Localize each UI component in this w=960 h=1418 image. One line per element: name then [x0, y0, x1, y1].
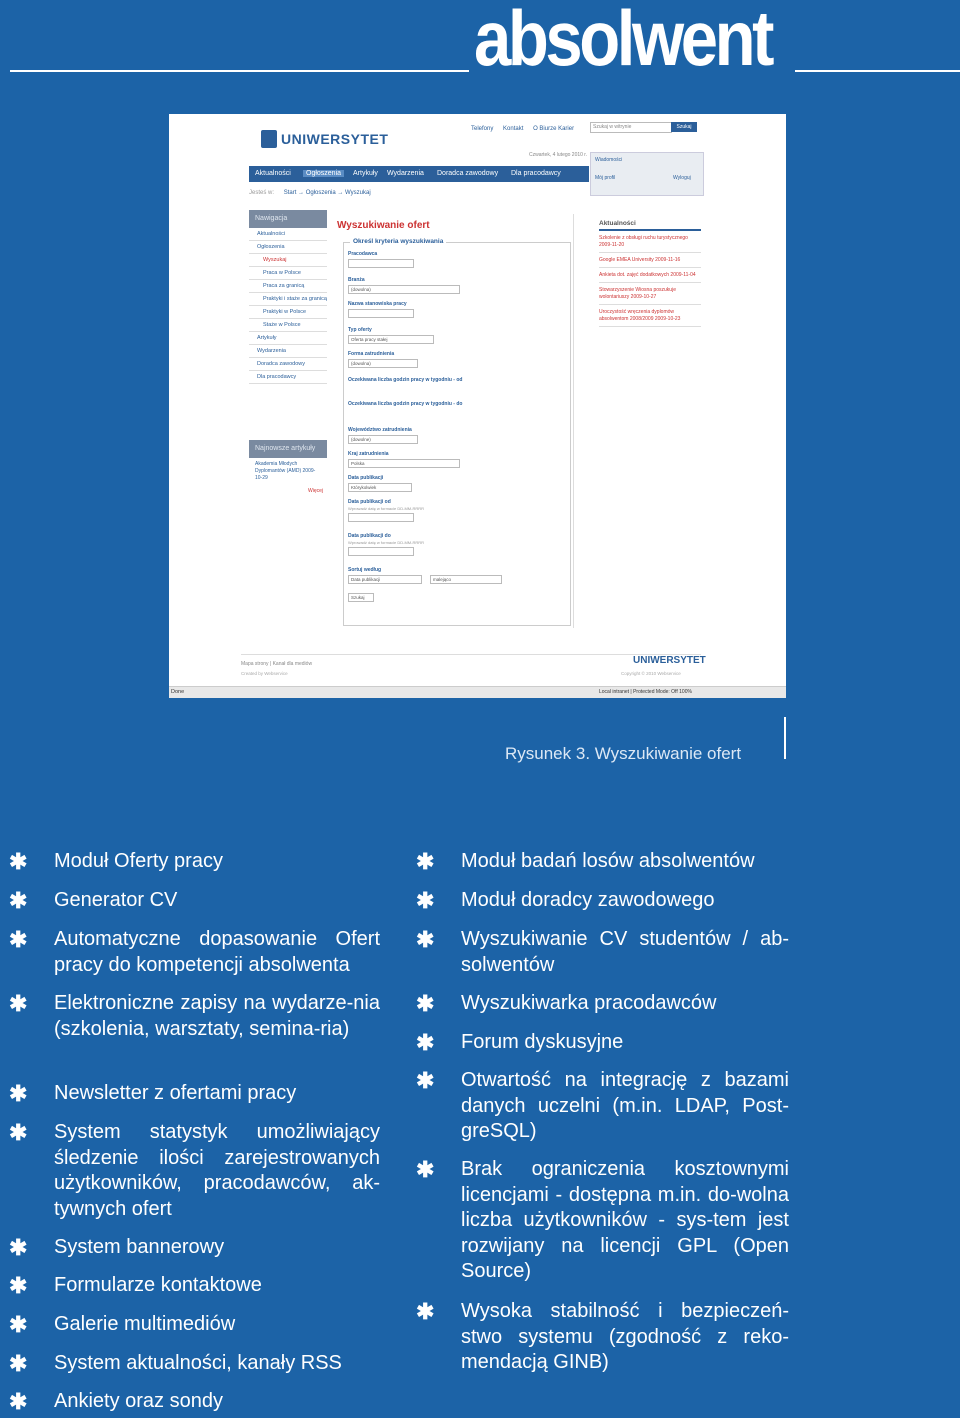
sidebar-item-practice-poland[interactable]: Praktyki w Polsce — [249, 306, 327, 319]
feature-text: Forum dyskusyjne — [461, 1031, 624, 1053]
sidebar-item-search[interactable]: Wyszukaj — [249, 254, 327, 267]
breadcrumb-label: Jesteś w: — [249, 190, 275, 196]
asterisk-icon: ✱ — [416, 927, 435, 952]
latest-articles-title: Najnowsze artykuły — [249, 440, 327, 458]
date-from-input[interactable] — [348, 513, 414, 522]
login-link-messages[interactable]: Wiadomości — [595, 157, 623, 163]
footer-logo: UNIWERSYTET — [633, 655, 706, 666]
asterisk-icon: ✱ — [416, 1030, 435, 1055]
figure-caption: Rysunek 3. Wyszukiwanie ofert — [505, 744, 742, 763]
hours-from-label: Oczekiwana liczba godzin pracy w tygodniu - od — [348, 377, 463, 383]
asterisk-icon: ✱ — [416, 1068, 435, 1093]
asterisk-icon: ✱ — [9, 888, 28, 913]
top-link-phones[interactable]: Telefony — [471, 126, 494, 132]
asterisk-icon: ✱ — [9, 1312, 28, 1337]
university-crest-icon — [261, 130, 277, 148]
voivodeship-select[interactable]: (dowolne) — [348, 435, 418, 444]
country-select[interactable]: Polska — [348, 459, 460, 468]
sidebar-item-advisor[interactable]: Doradca zawodowy — [249, 358, 327, 371]
position-label: Nazwa stanowiska pracy — [348, 301, 407, 307]
header-rule-left — [10, 70, 469, 72]
employer-label: Pracodawca — [348, 251, 378, 257]
news-item[interactable]: Szkolenie z obsługi ruchu turystycznego 2009-11-20 — [599, 235, 701, 253]
sidebar-item-employers[interactable]: Dla pracodawcy — [249, 371, 327, 384]
sort-label: Sortuj według — [348, 567, 382, 573]
offer-type-select[interactable]: Oferta pracy stałej — [348, 335, 434, 344]
sidebar-item-events[interactable]: Wydarzenia — [249, 345, 327, 358]
feature-text: Otwartość na integrację z bazami danych uczelni (m.in. LDAP, Post-greSQL) — [461, 1069, 789, 1143]
voivodeship-label: Województwo zatrudnienia — [348, 427, 412, 433]
site-logo[interactable] — [261, 130, 389, 152]
status-left: Done — [171, 689, 185, 695]
date-from-label: Data publikacji od — [348, 499, 391, 505]
latest-article-item[interactable]: Akademia Młodych Dyplomantów (AMD) 2009-10-29 — [255, 461, 316, 481]
asterisk-icon: ✱ — [9, 927, 28, 952]
date-from-hint: Wprowadź datę w formacie DD-MM-RRRR — [348, 506, 425, 511]
feature-text: System aktualności, kanały RSS — [54, 1352, 342, 1374]
asterisk-icon: ✱ — [416, 849, 435, 874]
brand-title: absolwent — [474, 0, 772, 82]
sort-order-select[interactable]: malejąco — [430, 575, 502, 584]
asterisk-icon: ✱ — [416, 1157, 435, 1182]
employment-form-select[interactable]: (dowolna) — [348, 359, 418, 368]
feature-text: Wyszukiwarka pracodawców — [461, 992, 717, 1014]
asterisk-icon: ✱ — [9, 991, 28, 1016]
status-right: Local intranet | Protected Mode: Off 100% — [599, 689, 692, 695]
date-to-input[interactable] — [348, 547, 414, 556]
form-title: Określ kryteria wyszukiwania — [350, 238, 446, 245]
caption-rule — [784, 717, 786, 759]
asterisk-icon: ✱ — [9, 1351, 28, 1376]
feature-text: Automatyczne dopasowanie Ofert pracy do kompetencji absolwenta — [54, 928, 380, 976]
date-to-label: Data publikacji do — [348, 533, 391, 539]
search-criteria-form — [343, 238, 571, 626]
nav-item-advisor[interactable]: Doradca zawodowy — [437, 170, 499, 177]
sort-field-select[interactable]: Data publikacji — [348, 575, 422, 584]
asterisk-icon: ✱ — [416, 888, 435, 913]
nav-item-articles[interactable]: Artykuły — [353, 170, 378, 177]
news-column — [599, 220, 701, 331]
feature-text: Moduł doradcy zawodowego — [461, 889, 715, 911]
news-title: Aktualności — [599, 220, 701, 231]
latest-articles-more-link[interactable]: Więcej — [307, 488, 323, 494]
industry-label: Branża — [348, 277, 365, 283]
sidebar-item-jobs-abroad[interactable]: Praca za granicą — [249, 280, 327, 293]
feature-text: Ankiety oraz sondy — [54, 1390, 223, 1412]
date-to-hint: Wprowadź datę w formacie DD-MM-RRRR — [348, 540, 425, 545]
feature-text: Generator CV — [54, 889, 178, 911]
site-logo-text: UNIWERSYTET — [281, 131, 389, 147]
feature-text: Brak ograniczenia kosztownymi licencjami - dostępna m.in. do-wolna liczba użytkowników - sys-tem jest rozwijany na licencji GPL (Open Source) — [461, 1158, 789, 1283]
screenshot-figure — [169, 114, 786, 698]
feature-text: Wysoka stabilność i bezpieczeń-stwo systemu (zgodność z reko-mendacją GINB) — [461, 1300, 789, 1374]
asterisk-icon: ✱ — [9, 849, 28, 874]
position-input[interactable] — [348, 309, 414, 318]
login-box — [590, 152, 704, 196]
sidebar-latest-articles — [249, 440, 327, 497]
breadcrumb-path[interactable]: Start → Ogłoszenia → Wyszukaj — [283, 190, 371, 196]
feature-text: Elektroniczne zapisy na wydarze-nia (szkolenia, warsztaty, semina-ria) — [54, 992, 380, 1040]
site-nav — [249, 166, 589, 182]
country-label: Kraj zatrudnienia — [348, 451, 389, 457]
sidebar-item-internships-abroad[interactable]: Praktyki i staże za granicą — [249, 293, 327, 306]
browser-status-bar — [169, 686, 786, 698]
feature-text: Wyszukiwanie CV studentów / ab-solwentów — [461, 928, 789, 976]
asterisk-icon: ✱ — [9, 1389, 28, 1414]
sidebar-item-jobs-poland[interactable]: Praca w Polsce — [249, 267, 327, 280]
industry-select[interactable]: (dowolna) — [348, 285, 460, 294]
feature-text: Newsletter z ofertami pracy — [54, 1082, 297, 1104]
feature-text: System bannerowy — [54, 1236, 225, 1258]
offer-type-label: Typ oferty — [348, 327, 372, 333]
sidebar-item-ads[interactable]: Ogłoszenia — [249, 241, 327, 254]
news-item[interactable]: Uroczystość wręczenia dyplomów absolwentom 2008/2009 2009-10-23 — [599, 309, 701, 327]
asterisk-icon: ✱ — [416, 1299, 435, 1324]
feature-text: Moduł Oferty pracy — [54, 850, 223, 872]
site-date: Czwartek, 4 lutego 2010 r. — [529, 152, 588, 158]
asterisk-icon: ✱ — [9, 1235, 28, 1260]
top-links — [471, 126, 582, 132]
footer-links[interactable]: Mapa strony | Kanał dla mediów — [241, 661, 313, 667]
site-search-button[interactable]: Szukaj — [671, 122, 697, 132]
employment-form-label: Forma zatrudnienia — [348, 351, 395, 357]
sidebar-item-internships-poland[interactable]: Staże w Polsce — [249, 319, 327, 332]
asterisk-icon: ✱ — [416, 991, 435, 1016]
nav-item-events[interactable]: Wydarzenia — [387, 170, 424, 177]
login-link-logout[interactable]: Wyloguj — [673, 175, 691, 181]
sidebar-title: Nawigacja — [249, 210, 327, 228]
sidebar-item-news[interactable]: Aktualności — [249, 228, 327, 241]
feature-text: Galerie multimediów — [54, 1313, 236, 1335]
login-link-profile[interactable]: Mój profil — [595, 175, 616, 181]
footer-copyright: Copyright © 2010 Webservice — [621, 671, 681, 676]
news-item[interactable]: Stowarzyszenie Wiosna poszukuje wolontariuszy 2009-10-27 — [599, 287, 701, 305]
top-link-about[interactable]: O Biurze Karier — [533, 126, 575, 132]
feature-text: Moduł badań losów absolwentów — [461, 850, 755, 872]
breadcrumb — [249, 190, 371, 196]
news-item[interactable]: Ankieta dot. zajęć dodatkowych 2009-11-04 — [599, 272, 701, 283]
sidebar-item-articles[interactable]: Artykuły — [249, 332, 327, 345]
asterisk-icon: ✱ — [9, 1081, 28, 1106]
employer-input[interactable] — [348, 259, 414, 268]
footer-created: Created by Webservice — [241, 671, 288, 676]
news-item[interactable]: Google EMEA University 2009-11-16 — [599, 257, 701, 268]
publication-date-label: Data publikacji — [348, 475, 384, 481]
feature-text: System statystyk umożliwiający śledzenie ilości zarejestrowanych użytkowników, pracodawców, ak-tywnych ofert — [54, 1121, 380, 1220]
asterisk-icon: ✱ — [9, 1273, 28, 1298]
search-offers-main — [337, 214, 574, 628]
asterisk-icon: ✱ — [9, 1120, 28, 1145]
search-submit-button[interactable]: Szukaj — [348, 593, 374, 602]
header-rule-right — [795, 70, 960, 72]
site-footer — [241, 654, 706, 679]
top-link-contact[interactable]: Kontakt — [503, 126, 524, 132]
nav-item-news[interactable]: Aktualności — [255, 170, 291, 177]
publication-date-select[interactable]: Którykolwiek — [348, 483, 412, 492]
feature-text: Formularze kontaktowe — [54, 1274, 262, 1296]
nav-item-employers[interactable]: Dla pracodawcy — [511, 170, 561, 177]
hours-to-label: Oczekiwana liczba godzin pracy w tygodniu - do — [348, 401, 463, 407]
nav-item-ads[interactable]: Ogłoszenia — [303, 170, 344, 177]
sidebar-navigation — [249, 210, 327, 384]
site-search-input[interactable]: Szukaj w witrynie — [590, 122, 672, 133]
page-title: Wyszukiwanie ofert — [337, 220, 430, 231]
